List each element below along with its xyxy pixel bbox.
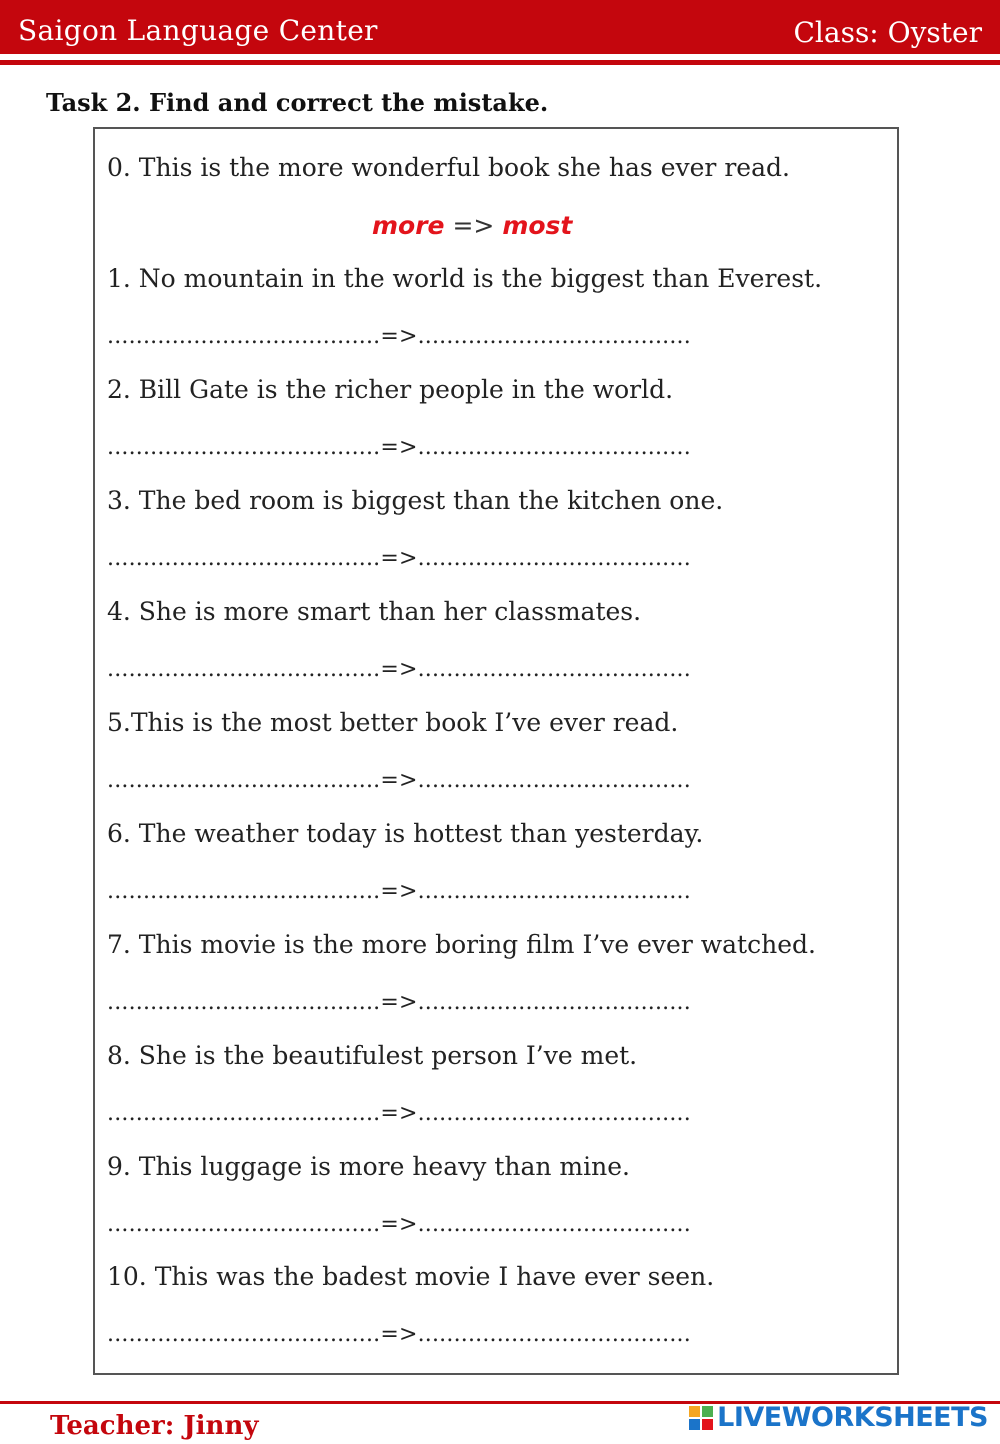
task-title: Task 2. Find and correct the mistake. — [46, 88, 549, 117]
answer-line-6[interactable]: ......................................=>...................................... — [107, 879, 691, 904]
answer-line-10[interactable]: ......................................=>...................................... — [107, 1322, 691, 1347]
header-bar — [0, 0, 1000, 54]
school-name: Saigon Language Center — [18, 14, 378, 47]
example-sentence: 0. This is the more wonderful book she has ever read. — [107, 153, 790, 182]
question-5: 5.This is the most better book I’ve ever read. — [107, 708, 679, 737]
example-arrow: => — [452, 211, 495, 240]
question-9: 9. This luggage is more heavy than mine. — [107, 1152, 630, 1181]
exercise-box — [93, 127, 899, 1375]
liveworksheets-logo — [689, 1402, 988, 1433]
answer-line-5[interactable]: ......................................=>...................................... — [107, 768, 691, 793]
question-7: 7. This movie is the more boring film I’ve ever watched. — [107, 930, 816, 959]
answer-line-3[interactable]: ......................................=>...................................... — [107, 546, 691, 571]
example-answer — [372, 211, 572, 240]
question-6: 6. The weather today is hottest than yesterday. — [107, 819, 704, 848]
example-correct-word: most — [502, 211, 573, 240]
answer-line-9[interactable]: ......................................=>...................................... — [107, 1212, 691, 1237]
question-2: 2. Bill Gate is the richer people in the world. — [107, 375, 674, 404]
example-wrong-word: more — [372, 211, 445, 240]
class-label: Class: Oyster — [793, 16, 982, 49]
question-10: 10. This was the badest movie I have ever seen. — [107, 1262, 715, 1291]
teacher-name: Teacher: Jinny — [50, 1411, 259, 1441]
liveworksheets-brand: LIVEWORKSHEETS — [717, 1402, 988, 1433]
answer-line-4[interactable]: ......................................=>...................................... — [107, 657, 691, 682]
answer-line-2[interactable]: ......................................=>...................................... — [107, 435, 691, 460]
question-1: 1. No mountain in the world is the biggest than Everest. — [107, 264, 823, 293]
question-3: 3. The bed room is biggest than the kitchen one. — [107, 486, 724, 515]
liveworksheets-grid-icon — [689, 1406, 713, 1430]
question-4: 4. She is more smart than her classmates. — [107, 597, 642, 626]
header-divider — [0, 60, 1000, 65]
answer-line-8[interactable]: ......................................=>...................................... — [107, 1101, 691, 1126]
answer-line-1[interactable]: ......................................=>...................................... — [107, 324, 691, 349]
answer-line-7[interactable]: ......................................=>...................................... — [107, 990, 691, 1015]
question-8: 8. She is the beautifulest person I’ve met. — [107, 1041, 638, 1070]
